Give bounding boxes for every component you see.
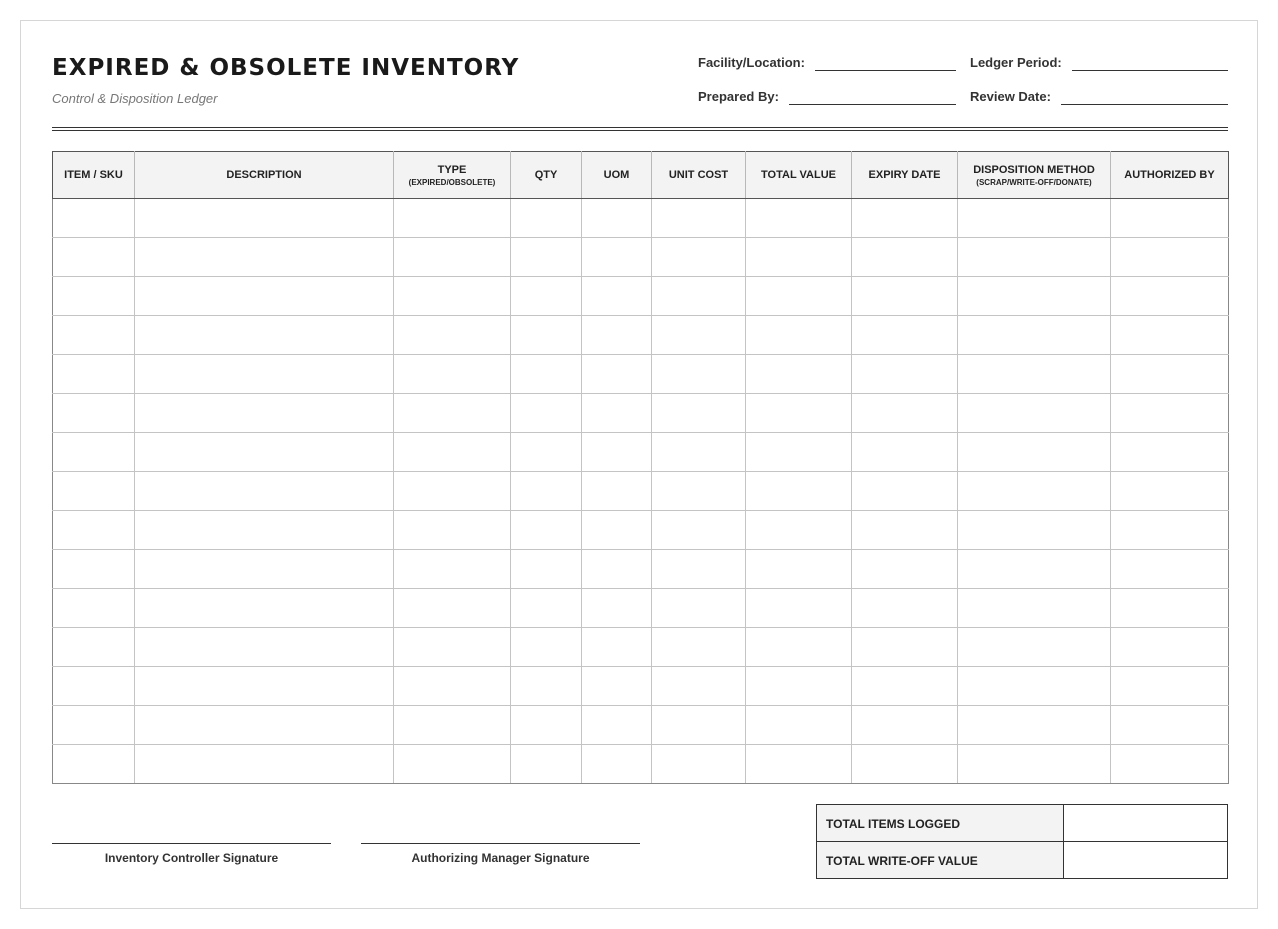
table-cell[interactable]: [746, 355, 852, 394]
table-cell[interactable]: [582, 745, 652, 784]
table-cell[interactable]: [582, 472, 652, 511]
table-cell[interactable]: [852, 277, 958, 316]
table-cell[interactable]: [652, 628, 746, 667]
table-cell[interactable]: [53, 745, 135, 784]
table-cell[interactable]: [746, 628, 852, 667]
table-cell[interactable]: [958, 589, 1111, 628]
column-header-label: QTY: [534, 169, 558, 181]
table-cell[interactable]: [511, 628, 582, 667]
table-cell[interactable]: [1111, 433, 1229, 472]
table-cell[interactable]: [746, 472, 852, 511]
table-cell[interactable]: [958, 433, 1111, 472]
table-cell[interactable]: [852, 355, 958, 394]
table-cell[interactable]: [652, 355, 746, 394]
ledger-period-input-line[interactable]: [1072, 55, 1228, 71]
table-cell[interactable]: [135, 589, 394, 628]
manager-signature-line[interactable]: [361, 843, 640, 865]
table-cell[interactable]: [1111, 472, 1229, 511]
table-cell[interactable]: [852, 550, 958, 589]
table-cell[interactable]: [746, 706, 852, 745]
table-cell[interactable]: [394, 628, 511, 667]
table-cell[interactable]: [746, 277, 852, 316]
table-cell[interactable]: [582, 316, 652, 355]
table-cell[interactable]: [511, 199, 582, 238]
table-cell[interactable]: [53, 667, 135, 706]
table-cell[interactable]: [958, 667, 1111, 706]
column-header: [394, 152, 511, 199]
table-cell[interactable]: [852, 238, 958, 277]
page-title: EXPIRED & OBSOLETE INVENTORY: [52, 55, 520, 81]
column-header: [53, 152, 135, 199]
table-cell[interactable]: [394, 511, 511, 550]
column-header: [652, 152, 746, 199]
table-row: [53, 628, 1229, 667]
table-cell[interactable]: [1111, 199, 1229, 238]
table-cell[interactable]: [53, 472, 135, 511]
column-header-label: UOM: [603, 169, 630, 181]
totals-row: [817, 805, 1228, 842]
table-row: [53, 745, 1229, 784]
table-cell[interactable]: [582, 199, 652, 238]
ledger-sheet: [20, 20, 1258, 909]
table-cell[interactable]: [582, 550, 652, 589]
table-cell[interactable]: [394, 199, 511, 238]
table-cell[interactable]: [746, 667, 852, 706]
table-row: [53, 550, 1229, 589]
table-cell[interactable]: [394, 745, 511, 784]
table-cell[interactable]: [394, 472, 511, 511]
table-cell[interactable]: [511, 316, 582, 355]
ledger-period-field: [970, 51, 1228, 71]
table-cell[interactable]: [958, 706, 1111, 745]
table-cell[interactable]: [582, 706, 652, 745]
table-cell[interactable]: [1111, 316, 1229, 355]
table-cell[interactable]: [135, 238, 394, 277]
table-cell[interactable]: [582, 238, 652, 277]
prepared-by-label: Prepared By:: [698, 89, 779, 104]
table-cell[interactable]: [1111, 628, 1229, 667]
review-date-field: [970, 85, 1228, 105]
table-cell[interactable]: [958, 628, 1111, 667]
table-cell[interactable]: [652, 550, 746, 589]
table-cell[interactable]: [746, 589, 852, 628]
column-header-label: EXPIRY DATE: [868, 169, 941, 181]
table-body: [53, 199, 1229, 784]
table-cell[interactable]: [958, 277, 1111, 316]
table-row: [53, 238, 1229, 277]
page-subtitle: Control & Disposition Ledger: [52, 91, 218, 106]
table-cell[interactable]: [746, 316, 852, 355]
column-header: [958, 152, 1111, 199]
table-cell[interactable]: [53, 628, 135, 667]
column-header-label: AUTHORIZED BY: [1124, 169, 1215, 181]
column-header-sublabel: (SCRAP/WRITE-OFF/DONATE): [976, 177, 1092, 187]
table-cell[interactable]: [511, 667, 582, 706]
table-cell[interactable]: [53, 394, 135, 433]
table-cell[interactable]: [746, 433, 852, 472]
table-cell[interactable]: [958, 316, 1111, 355]
prepared-by-field: [698, 85, 956, 105]
table-cell[interactable]: [394, 355, 511, 394]
table-cell[interactable]: [511, 745, 582, 784]
table-cell[interactable]: [394, 316, 511, 355]
table-cell[interactable]: [582, 628, 652, 667]
table-cell[interactable]: [135, 472, 394, 511]
table-cell[interactable]: [511, 472, 582, 511]
table-cell[interactable]: [652, 433, 746, 472]
total-items-logged-value[interactable]: [1064, 805, 1228, 842]
table-cell[interactable]: [852, 667, 958, 706]
total-writeoff-value-label: TOTAL WRITE-OFF VALUE: [817, 842, 1064, 879]
review-date-label: Review Date:: [970, 89, 1051, 104]
table-cell[interactable]: [652, 394, 746, 433]
table-row: [53, 472, 1229, 511]
table-cell[interactable]: [852, 745, 958, 784]
table-cell[interactable]: [53, 199, 135, 238]
table-cell[interactable]: [53, 433, 135, 472]
table-cell[interactable]: [511, 433, 582, 472]
table-cell[interactable]: [852, 199, 958, 238]
table-cell[interactable]: [1111, 238, 1229, 277]
table-cell[interactable]: [852, 433, 958, 472]
column-header: [135, 152, 394, 199]
table-cell[interactable]: [652, 277, 746, 316]
table-cell[interactable]: [1111, 355, 1229, 394]
table-cell[interactable]: [135, 277, 394, 316]
table-cell[interactable]: [394, 433, 511, 472]
table-cell[interactable]: [53, 706, 135, 745]
table-row: [53, 511, 1229, 550]
table-cell[interactable]: [1111, 511, 1229, 550]
manager-signature-label: Authorizing Manager Signature: [411, 851, 590, 865]
column-header-label: ITEM / SKU: [64, 169, 123, 181]
table-cell[interactable]: [135, 745, 394, 784]
table-cell[interactable]: [746, 511, 852, 550]
table-row: [53, 199, 1229, 238]
table-cell[interactable]: [958, 199, 1111, 238]
column-header-label: TOTAL VALUE: [761, 169, 836, 181]
table-cell[interactable]: [852, 706, 958, 745]
totals-row: [817, 842, 1228, 879]
table-cell[interactable]: [53, 316, 135, 355]
total-writeoff-value-value[interactable]: [1064, 842, 1228, 879]
table-cell[interactable]: [1111, 706, 1229, 745]
column-header: [511, 152, 582, 199]
table-cell[interactable]: [958, 355, 1111, 394]
table-cell[interactable]: [652, 589, 746, 628]
table-cell[interactable]: [582, 667, 652, 706]
table-cell[interactable]: [394, 238, 511, 277]
table-cell[interactable]: [652, 316, 746, 355]
table-cell[interactable]: [652, 238, 746, 277]
table-cell[interactable]: [1111, 667, 1229, 706]
facility-label: Facility/Location:: [698, 55, 805, 70]
column-header: [852, 152, 958, 199]
table-cell[interactable]: [958, 511, 1111, 550]
table-cell[interactable]: [394, 550, 511, 589]
column-header-label: TYPE: [437, 163, 467, 176]
table-cell[interactable]: [394, 706, 511, 745]
column-header-sublabel: (EXPIRED/OBSOLETE): [408, 177, 496, 187]
table-cell[interactable]: [511, 277, 582, 316]
table-cell[interactable]: [958, 472, 1111, 511]
table-cell[interactable]: [652, 199, 746, 238]
table-cell[interactable]: [1111, 550, 1229, 589]
column-header: [1111, 152, 1229, 199]
table-cell[interactable]: [135, 706, 394, 745]
table-cell[interactable]: [1111, 394, 1229, 433]
table-cell[interactable]: [511, 355, 582, 394]
table-header-row: [53, 152, 1229, 199]
table-cell[interactable]: [1111, 745, 1229, 784]
table-row: [53, 433, 1229, 472]
table-cell[interactable]: [852, 589, 958, 628]
prepared-by-input-line[interactable]: [789, 89, 956, 105]
table-cell[interactable]: [746, 550, 852, 589]
ledger-period-label: Ledger Period:: [970, 55, 1062, 70]
table-cell[interactable]: [1111, 277, 1229, 316]
column-header-label: DISPOSITION METHOD: [973, 163, 1095, 176]
table-cell[interactable]: [135, 433, 394, 472]
column-header: [746, 152, 852, 199]
table-cell[interactable]: [394, 589, 511, 628]
table-cell[interactable]: [511, 589, 582, 628]
table-cell[interactable]: [852, 394, 958, 433]
table-cell[interactable]: [582, 355, 652, 394]
header-divider: [52, 127, 1228, 131]
table-cell[interactable]: [852, 511, 958, 550]
column-header-label: DESCRIPTION: [226, 169, 302, 181]
table-cell[interactable]: [511, 706, 582, 745]
table-cell[interactable]: [511, 238, 582, 277]
table-cell[interactable]: [135, 667, 394, 706]
table-cell[interactable]: [958, 745, 1111, 784]
table-cell[interactable]: [652, 745, 746, 784]
table-cell[interactable]: [135, 316, 394, 355]
table-cell[interactable]: [582, 277, 652, 316]
table-cell[interactable]: [582, 589, 652, 628]
column-header-label: UNIT COST: [668, 169, 729, 181]
table-cell[interactable]: [958, 394, 1111, 433]
table-cell[interactable]: [746, 394, 852, 433]
table-cell[interactable]: [394, 667, 511, 706]
table-cell[interactable]: [852, 472, 958, 511]
table-row: [53, 394, 1229, 433]
table-cell[interactable]: [394, 394, 511, 433]
totals-table: [816, 804, 1228, 879]
total-items-logged-label: TOTAL ITEMS LOGGED: [817, 805, 1064, 842]
table-cell[interactable]: [852, 316, 958, 355]
table-cell[interactable]: [53, 238, 135, 277]
table-cell[interactable]: [135, 550, 394, 589]
table-cell[interactable]: [652, 667, 746, 706]
table-cell[interactable]: [135, 628, 394, 667]
table-cell[interactable]: [652, 706, 746, 745]
table-cell[interactable]: [394, 277, 511, 316]
table-cell[interactable]: [582, 433, 652, 472]
table-cell[interactable]: [53, 550, 135, 589]
facility-field: [698, 51, 956, 71]
table-cell[interactable]: [958, 550, 1111, 589]
table-cell[interactable]: [652, 511, 746, 550]
table-cell[interactable]: [135, 199, 394, 238]
table-cell[interactable]: [582, 511, 652, 550]
table-cell[interactable]: [53, 277, 135, 316]
table-cell[interactable]: [652, 472, 746, 511]
table-row: [53, 667, 1229, 706]
table-row: [53, 706, 1229, 745]
table-cell[interactable]: [1111, 589, 1229, 628]
controller-signature-label: Inventory Controller Signature: [104, 851, 279, 865]
table-cell[interactable]: [746, 238, 852, 277]
table-cell[interactable]: [511, 394, 582, 433]
table-cell[interactable]: [582, 394, 652, 433]
table-cell[interactable]: [746, 745, 852, 784]
review-date-input-line[interactable]: [1061, 89, 1228, 105]
table-row: [53, 277, 1229, 316]
table-cell[interactable]: [852, 628, 958, 667]
table-cell[interactable]: [958, 238, 1111, 277]
table-cell[interactable]: [135, 355, 394, 394]
table-cell[interactable]: [53, 511, 135, 550]
table-cell[interactable]: [135, 394, 394, 433]
table-cell[interactable]: [135, 511, 394, 550]
table-cell[interactable]: [511, 550, 582, 589]
table-cell[interactable]: [511, 511, 582, 550]
controller-signature-line[interactable]: [52, 843, 331, 865]
table-row: [53, 355, 1229, 394]
table-row: [53, 589, 1229, 628]
table-cell[interactable]: [746, 199, 852, 238]
table-cell[interactable]: [53, 355, 135, 394]
facility-input-line[interactable]: [815, 55, 956, 71]
column-header: [582, 152, 652, 199]
table-row: [53, 316, 1229, 355]
inventory-ledger-table: [52, 151, 1229, 784]
table-cell[interactable]: [53, 589, 135, 628]
